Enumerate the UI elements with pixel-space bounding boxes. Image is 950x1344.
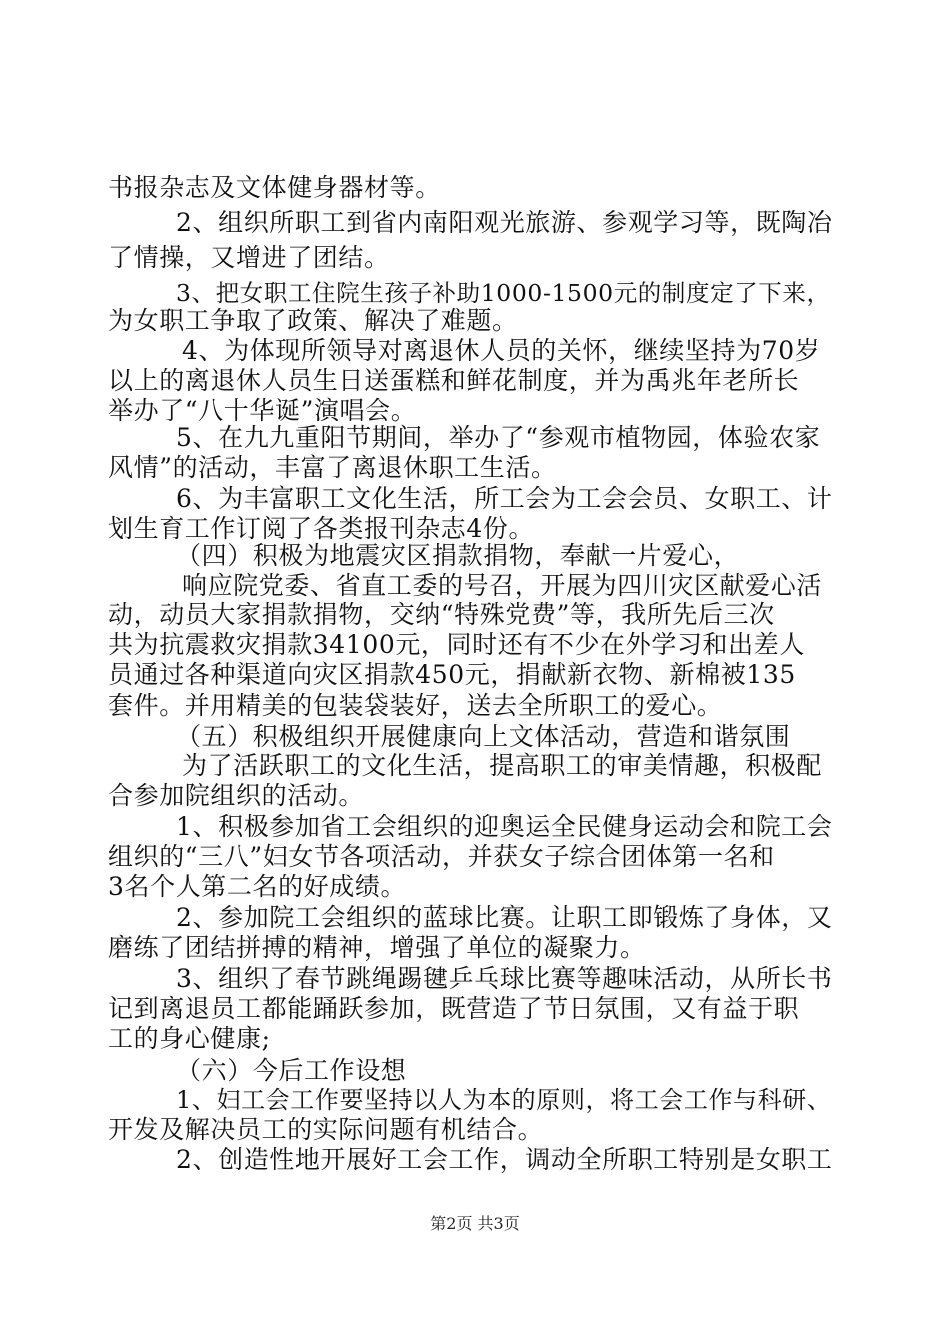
text-line: 5、在九九重阳节期间，举办了“参观市植物园，体验农家 <box>176 423 821 452</box>
text-line: 磨练了团结拼搏的精神，增强了单位的凝聚力。 <box>108 933 646 962</box>
text-line: 2、组织所职工到省内南阳观光旅游、参观学习等，既陶冶 <box>176 208 833 237</box>
text-line: 书报杂志及文体健身器材等。 <box>108 173 441 202</box>
text-line: 划生育工作订阅了各类报刊杂志4份。 <box>108 514 535 543</box>
section-heading: （四）积极为地震灾区捐款捐物，奉献一片爱心， <box>176 541 740 570</box>
text-line: 响应院党委、省直工委的号召，开展为四川灾区献爱心活 <box>182 571 823 600</box>
text-line: 1、积极参加省工会组织的迎奥运全民健身运动会和院工会 <box>176 812 833 841</box>
text-line: 动，动员大家捐款捐物，交纳“特殊党费”等，我所先后三次 <box>108 600 775 629</box>
text-line: 合参加院组织的活动。 <box>108 781 365 810</box>
section-heading: （六）今后工作设想 <box>176 1056 407 1085</box>
text-line: 4、为体现所领导对离退休人员的关怀，继续坚持为70岁 <box>182 336 821 365</box>
text-line: 工的身心健康; <box>108 1024 271 1053</box>
text-line: 共为抗震救灾捐款34100元，同时还有不少在外学习和出差人 <box>108 630 805 659</box>
text-line: 以上的离退休人员生日送蛋糕和鲜花制度，并为禹兆年老所长 <box>108 366 800 395</box>
text-line: 记到离退员工都能踊跃参加，既营造了节日氛围，又有益于职 <box>108 994 800 1023</box>
text-line: 1、妇工会工作要坚持以人为本的原则，将工会工作与科研、 <box>176 1086 832 1114</box>
section-heading: （五）积极组织开展健康向上文体活动，营造和谐氛围 <box>176 722 791 751</box>
text-line: 开发及解决员工的实际问题有机结合。 <box>108 1115 544 1144</box>
text-line: 风情”的活动，丰富了离退休职工生活。 <box>108 453 557 482</box>
text-line: 2、参加院工会组织的蓝球比赛。让职工即锻炼了身体，又 <box>176 903 833 932</box>
text-line: 员通过各种渠道向灾区捐款450元，捐献新衣物、新棉被135 <box>108 660 796 689</box>
text-line: 3名个人第二名的好成绩。 <box>108 872 407 901</box>
text-line: 2、创造性地开展好工会工作，调动全所职工特别是女职工 <box>176 1145 833 1174</box>
text-line: 6、为丰富职工文化生活，所工会为工会会员、女职工、计 <box>176 484 833 513</box>
text-line: 3、组织了春节跳绳踢毽乒乓球比赛等趣味活动，从所长书 <box>176 964 833 993</box>
page-footer: 第2页 共3页 <box>430 1214 520 1233</box>
text-line: 组织的“三八”妇女节各项活动，并获女子综合团体第一名和 <box>108 842 775 871</box>
text-line: 为女职工争取了政策、解决了难题。 <box>108 306 518 335</box>
text-line: 套件。并用精美的包装袋装好，送去全所职工的爱心。 <box>108 691 723 720</box>
text-line: 了情操，又增进了团结。 <box>108 243 390 272</box>
text-line: 3、把女职工住院生孩子补助1000-1500元的制度定了下来， <box>176 279 831 307</box>
text-line: 为了活跃职工的文化生活，提高职工的审美情趣，积极配 <box>182 751 823 780</box>
text-line: 举办了“八十华诞”演唱会。 <box>108 396 417 425</box>
